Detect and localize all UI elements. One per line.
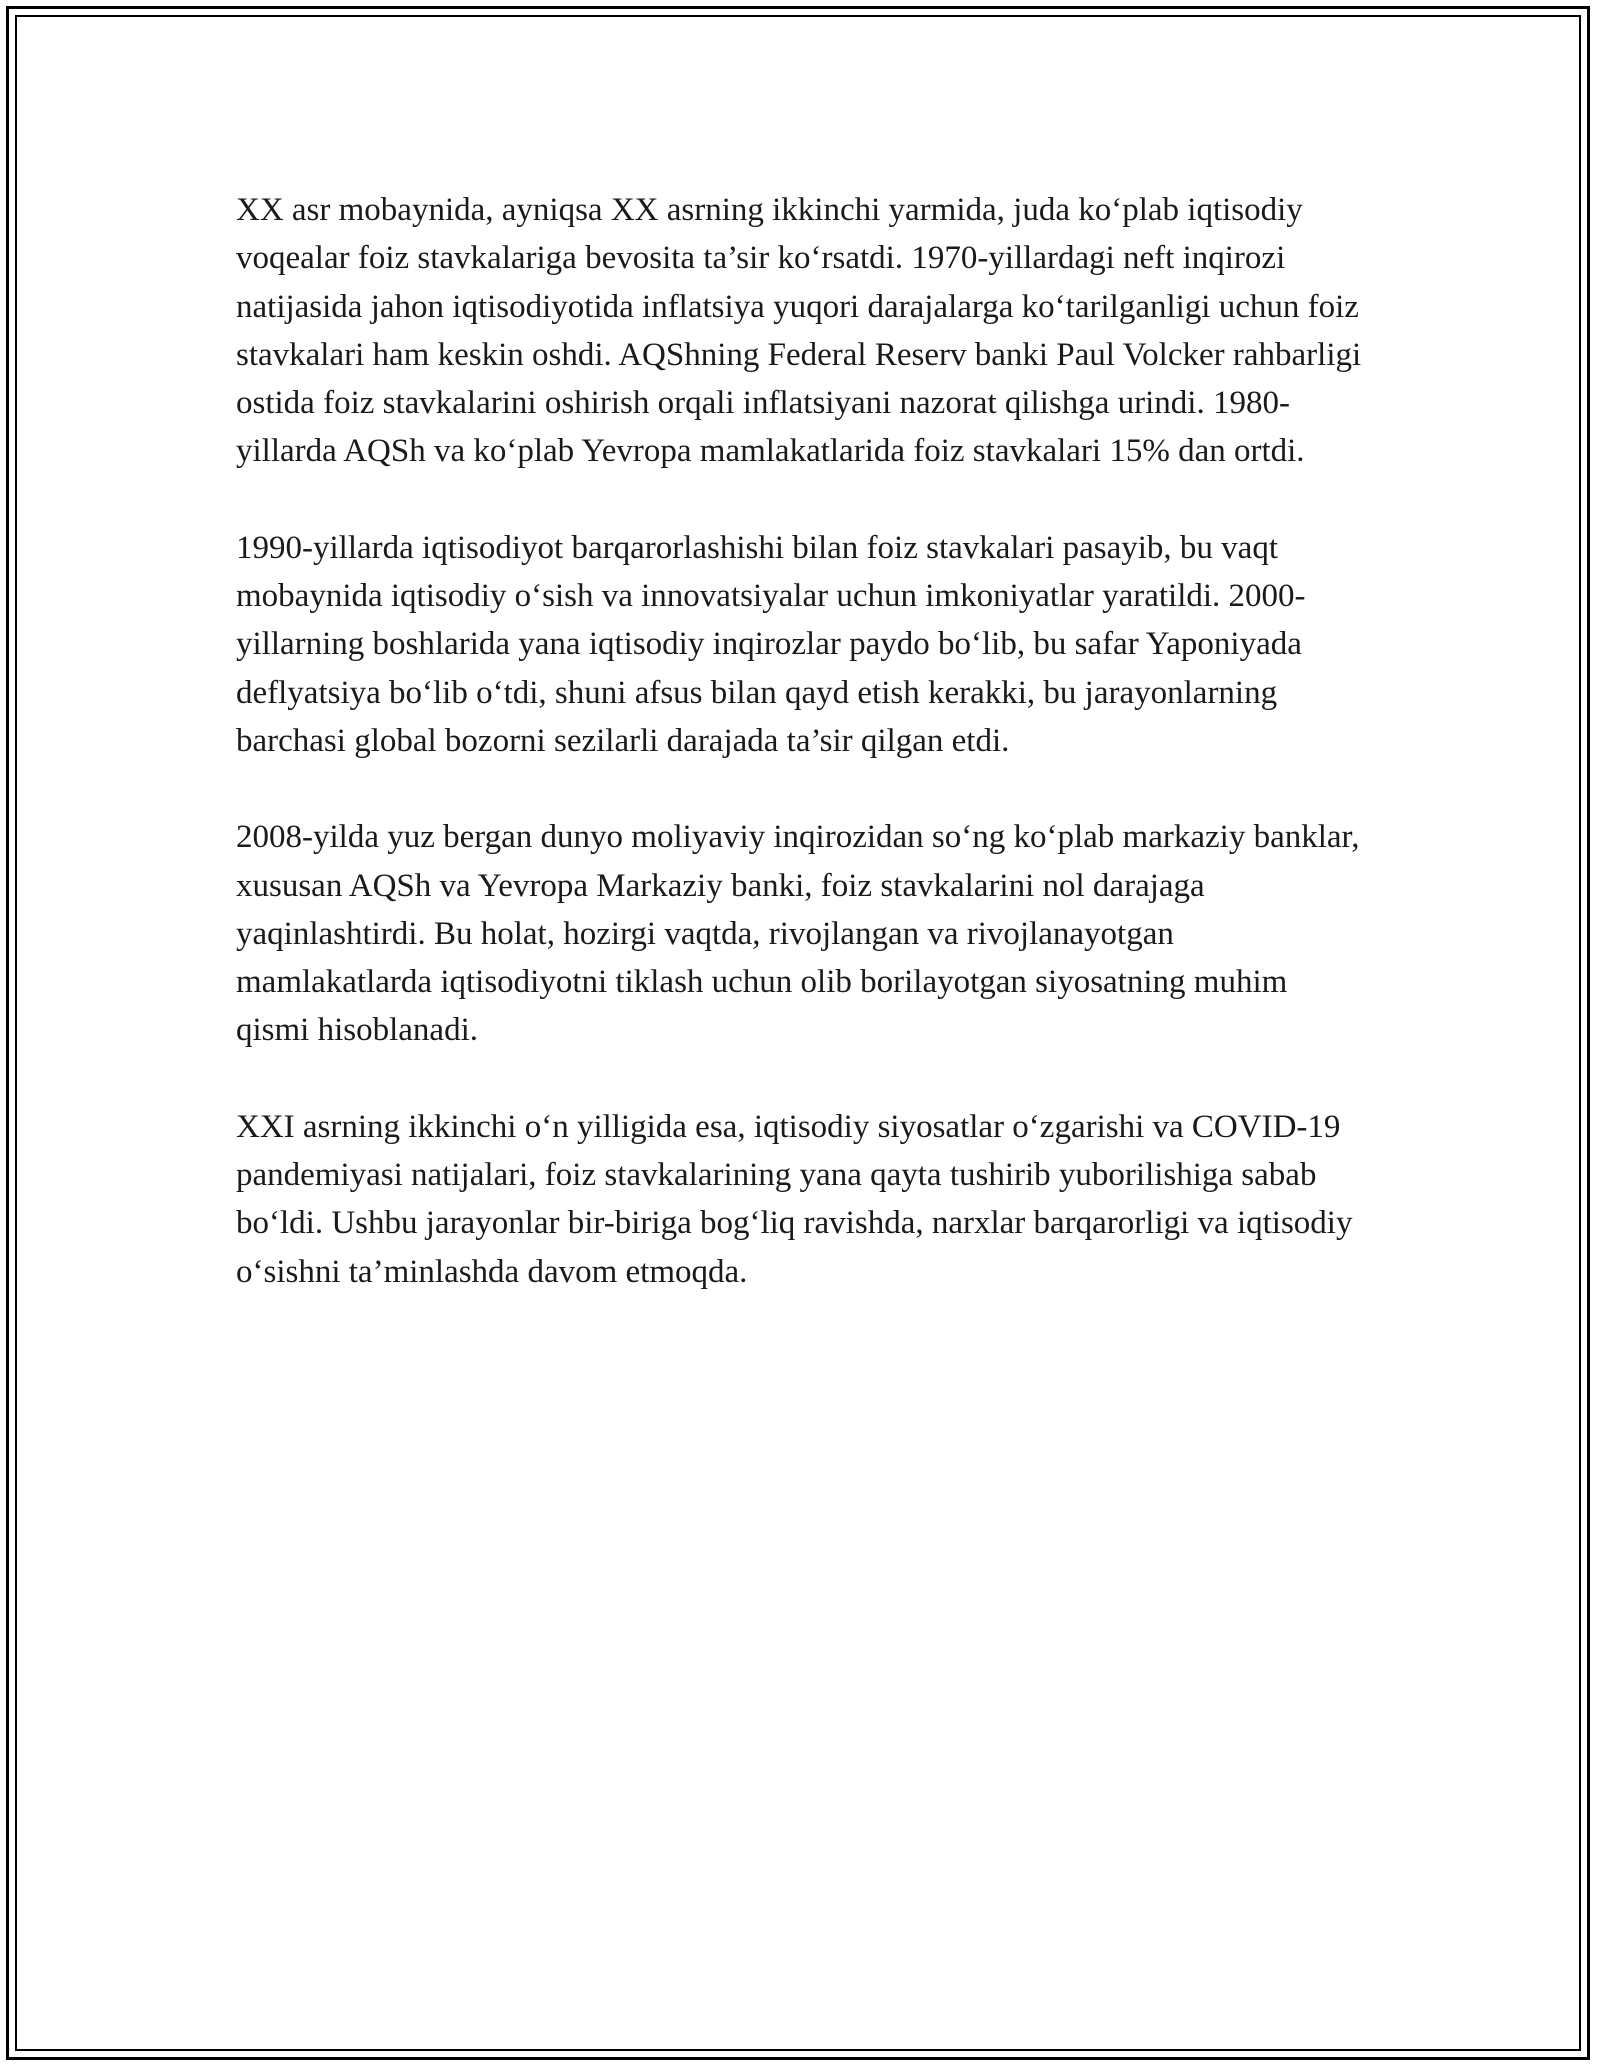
paragraph-4: XXI asrning ikkinchi o‘n yilligida esa, iqtisodiy siyosatlar o‘zgarishi va COVID-19 pandemiyasi natijalari, foiz stavkalarining yana qayta tushirib yuborilishiga sabab bo‘ldi. Ushbu jarayonlar bir-biriga bog‘liq ravishda, narxlar barqarorligi va iqtisodiy o‘sishni ta’minlashda davom etmoqda. [236, 1108, 1353, 1290]
paragraph-3: 2008-yilda yuz bergan dunyo moliyaviy inqirozidan so‘ng ko‘plab markaziy banklar, xususan AQSh va Yevropa Markaziy banki, foiz stavkalarini nol darajaga yaqinlashtirdi. Bu holat, hozirgi vaqtda, rivojlangan va rivojlanayotgan mamlakatlarda iqtisodiyotni tiklash uchun olib borilayotgan siyosatning muhim qismi hisoblanadi. [236, 819, 1360, 1049]
paragraph-2: 1990-yillarda iqtisodiyot barqarorlashishi bilan foiz stavkalari pasayib, bu vaqt mobaynida iqtisodiy o‘sish va innovatsiyalar uchun imkoniyatlar yaratildi. 2000-yillarning boshlarida yana iqtisodiy inqirozlar paydo bo‘lib, bu safar Yaponiyada deflyatsiya bo‘lib o‘tdi, shuni afsus bilan qayd etish kerakki, bu jarayonlarning barchasi global bozorni sezilarli darajada ta’sir qilgan etdi. [236, 529, 1306, 759]
paragraph-1: XX asr mobaynida, ayniqsa XX asrning ikkinchi yarmida, juda ko‘plab iqtisodiy voqealar foiz stavkalariga bevosita ta’sir ko‘rsatdi. 1970-yillardagi neft inqirozi natijasida jahon iqtisodiyotida inflatsiya yuqori darajalarga ko‘tarilganligi uchun foiz stavkalari ham keskin oshdi. AQShning Federal Reserv banki Paul Volcker rahbarligi ostida foiz stavkalarini oshirish orqali inflatsiyani nazorat qilishga urindi. 1980-yillarda AQSh va ko‘plab Yevropa mamlakatlarida foiz stavkalari 15% dan ortdi. [236, 192, 1362, 470]
document-body [236, 186, 1366, 1344]
